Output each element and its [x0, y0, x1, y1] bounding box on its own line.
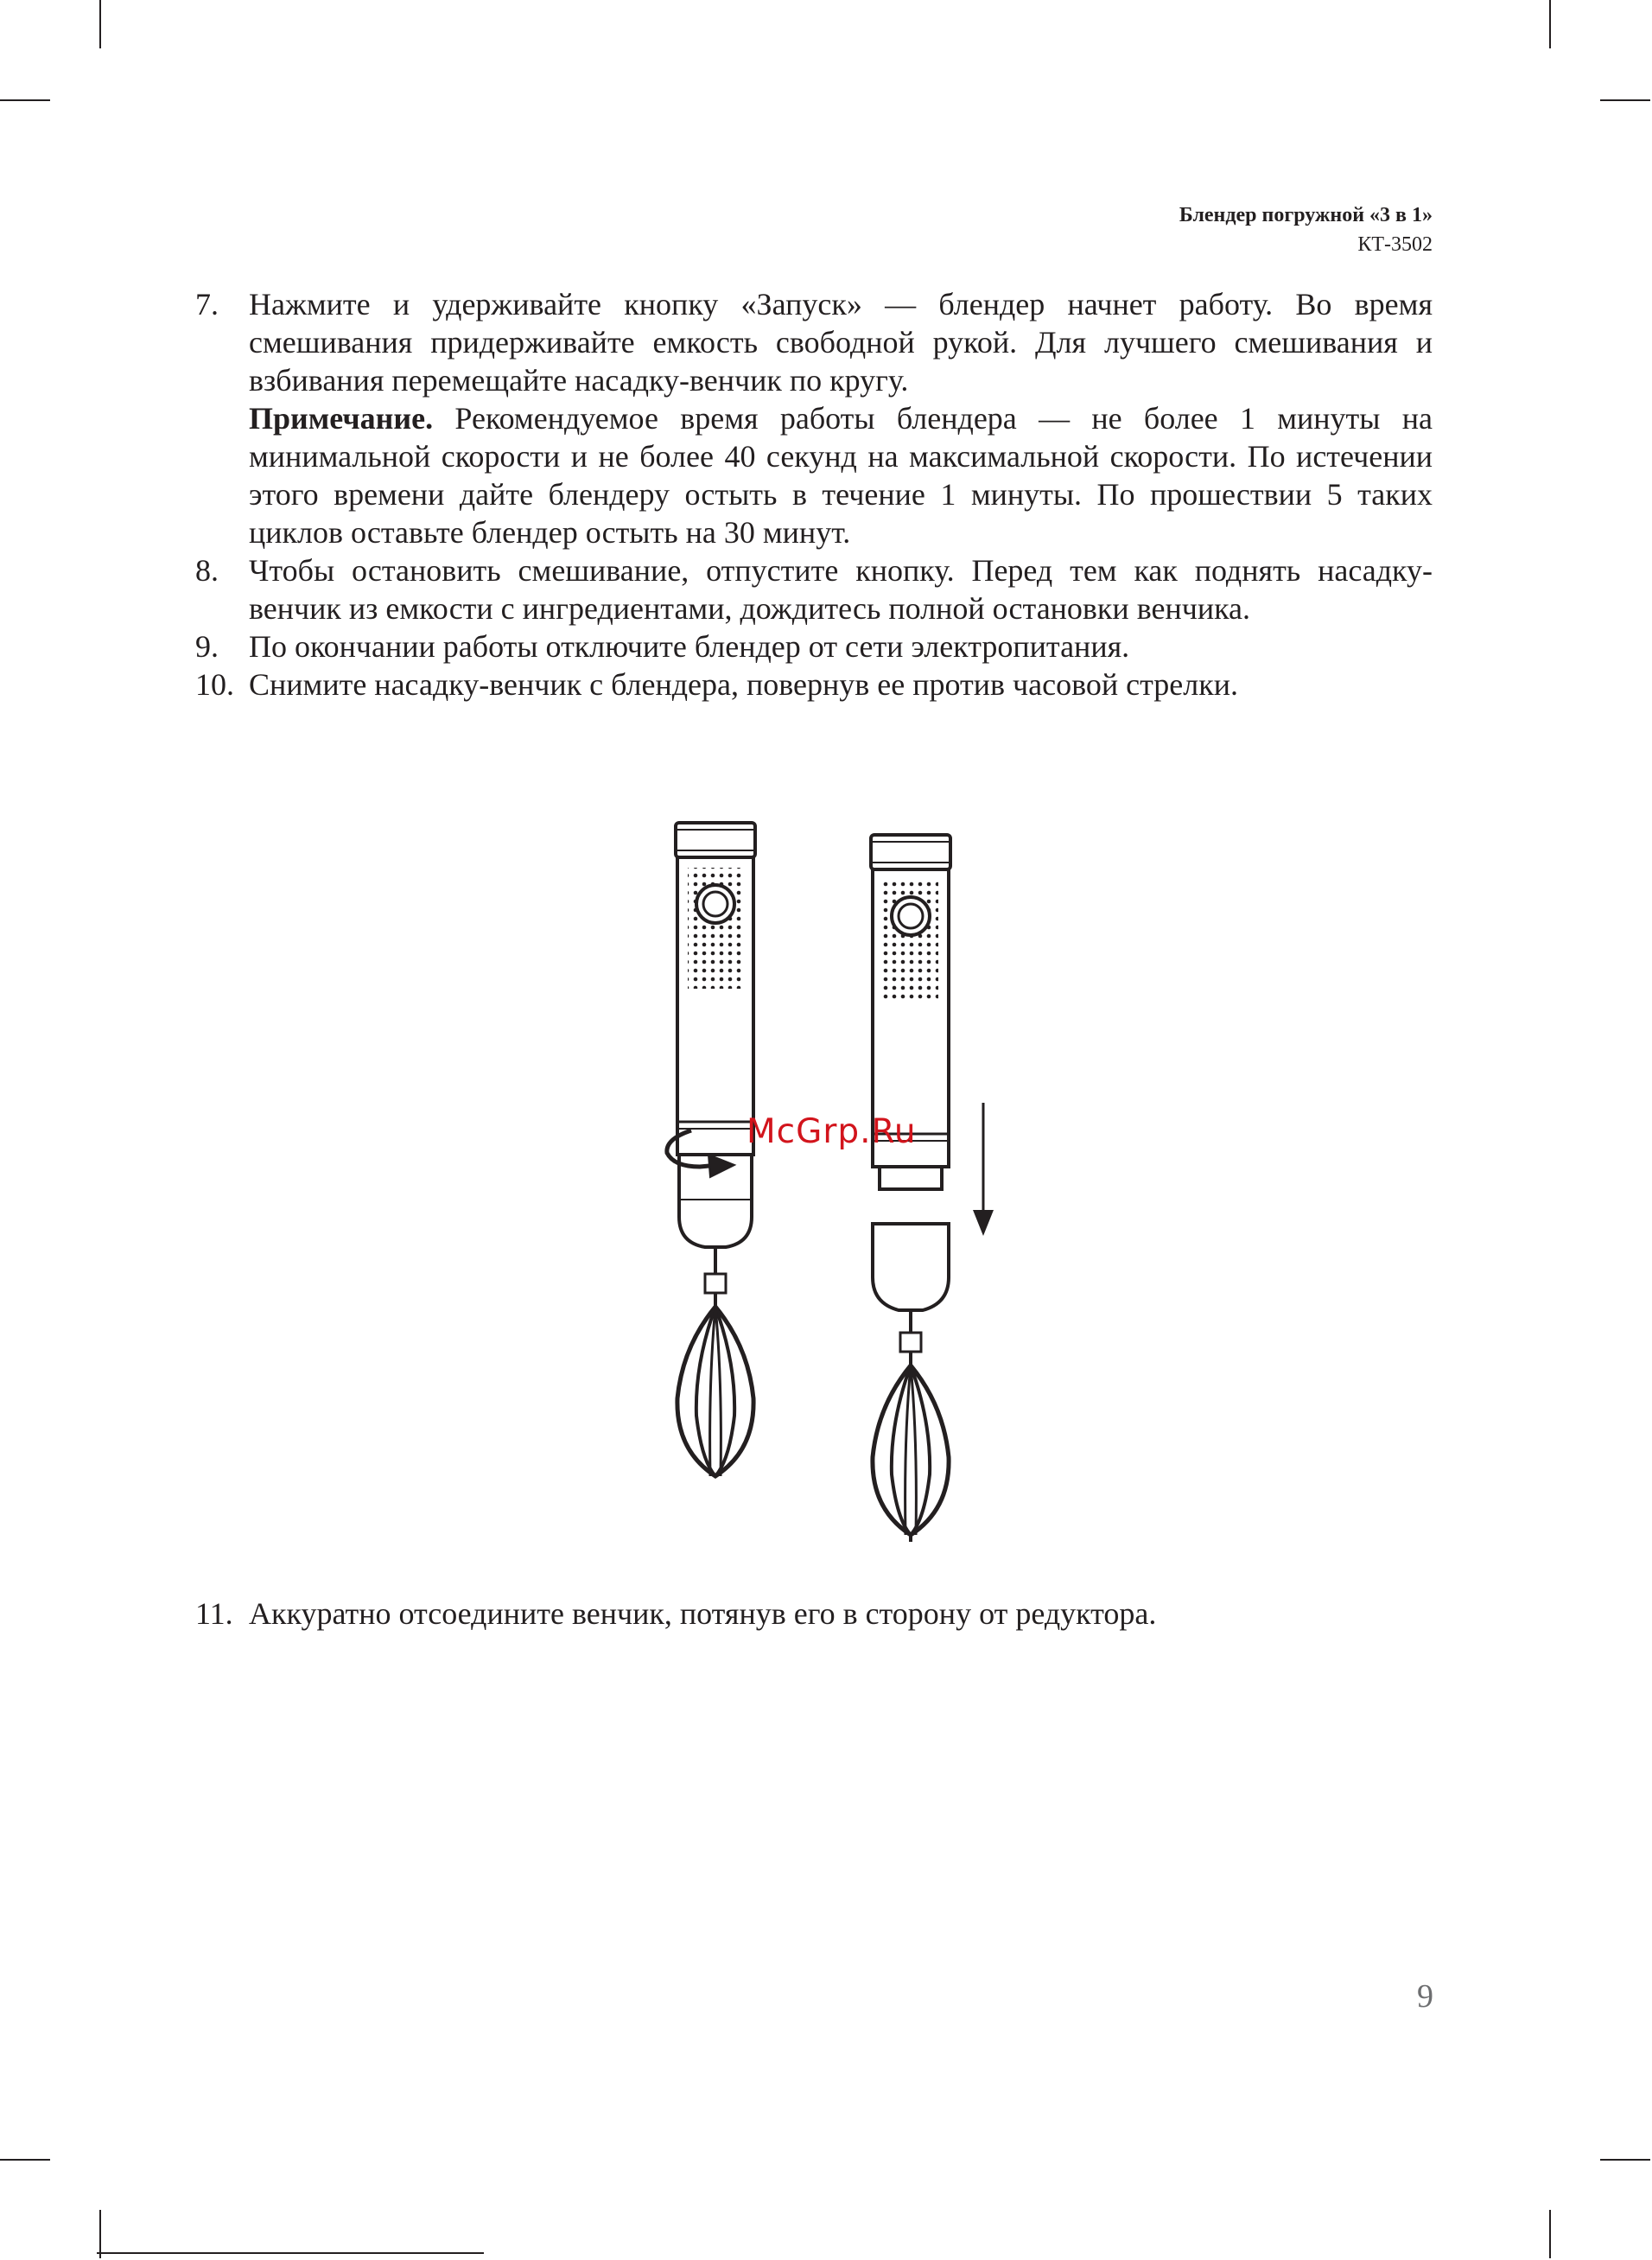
crop-mark	[1549, 0, 1551, 48]
step-number: 11.	[195, 1596, 233, 1631]
step-text: По окончании работы отключите блендер от сети электропитания.	[249, 629, 1130, 664]
crop-mark	[1549, 2210, 1551, 2258]
blender-left	[667, 823, 755, 1476]
step-text: Нажмите и удерживайте кнопку «Запуск» — блендер начнет работу. Во время смешивания придерживайте емкость свободной рукой. Для лучшего смешивания и взбивания перемещайте насадку-венчик по кругу.	[249, 287, 1433, 398]
list-item	[195, 285, 1433, 551]
note-text: Рекомендуемое время работы блендера — не более 1 минуты на минимальной скорости и не более 40 секунд на максимальной скорости. По истечении этого времени дайте блендеру остыть в течение 1 минуты. По прошествии 5 таких циклов оставьте блендер остыть на 30 минут.	[249, 401, 1433, 550]
blender-right	[871, 835, 950, 1542]
step-number: 9.	[195, 629, 219, 664]
crop-mark	[99, 2210, 101, 2258]
step-text: Снимите насадку-венчик с блендера, повернув ее против часовой стрелки.	[249, 667, 1238, 702]
step-number: 10.	[195, 667, 234, 702]
product-title: Блендер погружной «3 в 1»	[1179, 204, 1433, 226]
watermark: McGrp.Ru	[747, 1112, 917, 1151]
crop-mark	[0, 2159, 50, 2161]
list-item	[195, 1595, 1433, 1633]
running-header	[1179, 201, 1433, 259]
list-item	[195, 665, 1433, 703]
step-number: 8.	[195, 553, 219, 588]
note-label: Примечание.	[249, 401, 434, 436]
step-note	[249, 399, 1433, 551]
list-item	[195, 627, 1433, 665]
blender-illustration	[657, 811, 1020, 1554]
list-item	[195, 551, 1433, 627]
crop-mark	[99, 0, 101, 48]
page-number: 9	[1417, 1978, 1433, 2015]
crop-mark	[1600, 99, 1650, 101]
step-text: Чтобы остановить смешивание, отпустите кнопку. Перед тем как поднять насадку-венчик из емкости с ингредиентами, дождитесь полной остановки венчика.	[249, 553, 1433, 626]
list-item-11	[195, 1595, 1433, 1633]
crop-mark	[0, 99, 50, 101]
down-arrow-icon	[973, 1103, 994, 1236]
instruction-list	[195, 285, 1433, 703]
crop-mark	[1600, 2159, 1650, 2161]
step-number: 7.	[195, 287, 219, 321]
model-number: КТ-3502	[1357, 233, 1433, 256]
divider	[97, 2252, 484, 2254]
step-text: Аккуратно отсоедините венчик, потянув его в сторону от редуктора.	[249, 1596, 1157, 1631]
